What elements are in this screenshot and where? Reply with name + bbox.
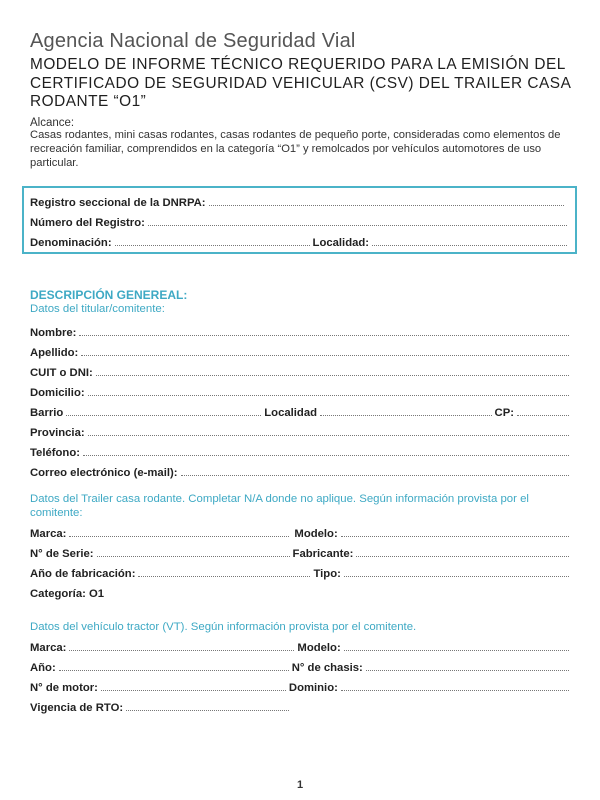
owner-localidad-field[interactable] <box>320 415 492 416</box>
trailer-anio-field[interactable] <box>138 576 310 577</box>
tractor-motor-field[interactable] <box>101 690 286 691</box>
owner-telefono-label: Teléfono: <box>30 447 80 459</box>
owner-apellido-row <box>30 343 572 359</box>
owner-cuit-label: CUIT o DNI: <box>30 367 93 379</box>
trailer-categoria-label: Categoría: O1 <box>30 588 105 600</box>
tractor-motor-label: N° de motor: <box>30 682 98 694</box>
owner-nombre-field[interactable] <box>79 335 569 336</box>
page-number: 1 <box>296 779 304 791</box>
registry-denominacion-label: Denominación: <box>30 237 112 249</box>
tractor-marca-row <box>30 638 572 654</box>
tractor-subtitle: Datos del vehículo tractor (VT). Según información provista por el comitente. <box>30 621 417 633</box>
owner-provincia-field[interactable] <box>88 435 569 436</box>
scope-text: Casas rodantes, mini casas rodantes, casas rodantes de pequeño porte, consideradas como elementos de recreación familiar, comprendidos en la categoría “O1” y remolcados por vehículos automotores de uso particular. <box>30 129 561 169</box>
owner-localidad-label: Localidad <box>264 407 318 419</box>
owner-cuit-row <box>30 363 572 379</box>
owner-apellido-label: Apellido: <box>30 347 79 359</box>
owner-cuit-field[interactable] <box>96 375 569 376</box>
trailer-marca-field[interactable] <box>69 536 289 537</box>
scope-label: Alcance: <box>30 117 75 129</box>
owner-correo-row <box>30 463 572 479</box>
trailer-serie-label: N° de Serie: <box>30 548 94 560</box>
tractor-modelo-field[interactable] <box>344 650 569 651</box>
trailer-tipo-label: Tipo: <box>313 568 341 580</box>
tractor-motor-row <box>30 678 572 694</box>
owner-telefono-row <box>30 443 572 459</box>
tractor-anio-row <box>30 658 572 674</box>
tractor-dominio-label: Dominio: <box>288 682 338 694</box>
tractor-rto-row <box>30 698 292 714</box>
trailer-serie-field[interactable] <box>97 556 290 557</box>
document-title: MODELO DE INFORME TÉCNICO REQUERIDO PARA LA EMISIÓN DEL CERTIFICADO DE SEGURIDAD VEHICULAR (CSV) DEL TRAILER CASA RODANTE “O1” <box>30 56 571 110</box>
owner-correo-field[interactable] <box>181 475 569 476</box>
owner-nombre-label: Nombre: <box>30 327 77 339</box>
owner-provincia-row <box>30 423 572 439</box>
owner-apellido-field[interactable] <box>81 355 569 356</box>
trailer-subtitle: Datos del Trailer casa rodante. Completar N/A donde no aplique. Según información provista por el comitente: <box>30 493 529 519</box>
trailer-modelo-label: Modelo: <box>294 528 338 540</box>
trailer-anio-label: Año de fabricación: <box>30 568 136 580</box>
trailer-serie-row <box>30 544 572 560</box>
owner-barrio-row <box>30 403 572 419</box>
registry-numero-row <box>30 213 570 229</box>
section-title: DESCRIPCIÓN GENEREAL: <box>30 288 188 302</box>
registry-numero-field[interactable] <box>148 225 567 226</box>
owner-domicilio-row <box>30 383 572 399</box>
owner-barrio-label: Barrio <box>30 407 64 419</box>
tractor-marca-label: Marca: <box>30 642 67 654</box>
tractor-dominio-field[interactable] <box>341 690 569 691</box>
trailer-marca-row <box>30 524 572 540</box>
owner-correo-label: Correo electrónico (e-mail): <box>30 467 178 479</box>
registry-seccional-field[interactable] <box>209 205 564 206</box>
tractor-rto-label: Vigencia de RTO: <box>30 702 124 714</box>
owner-nombre-row <box>30 323 572 339</box>
agency-name: Agencia Nacional de Seguridad Vial <box>30 30 356 52</box>
trailer-tipo-field[interactable] <box>344 576 569 577</box>
trailer-fabricante-field[interactable] <box>356 556 569 557</box>
tractor-marca-field[interactable] <box>69 650 294 651</box>
trailer-categoria-row <box>30 584 572 600</box>
trailer-marca-label: Marca: <box>30 528 67 540</box>
owner-barrio-field[interactable] <box>66 415 261 416</box>
owner-subtitle: Datos del titular/comitente: <box>30 303 165 315</box>
registry-numero-label: Número del Registro: <box>30 217 145 229</box>
owner-provincia-label: Provincia: <box>30 427 85 439</box>
tractor-chasis-label: N° de chasis: <box>291 662 363 674</box>
registry-denominacion-row <box>30 233 570 249</box>
trailer-modelo-field[interactable] <box>341 536 569 537</box>
tractor-modelo-label: Modelo: <box>297 642 341 654</box>
owner-domicilio-field[interactable] <box>88 395 569 396</box>
tractor-anio-field[interactable] <box>59 670 289 671</box>
owner-telefono-field[interactable] <box>83 455 569 456</box>
owner-cp-label: CP: <box>494 407 514 419</box>
registry-localidad-label: Localidad: <box>312 237 370 249</box>
trailer-anio-row <box>30 564 572 580</box>
registry-localidad-field[interactable] <box>372 245 567 246</box>
tractor-rto-field[interactable] <box>126 710 289 711</box>
registry-seccional-row <box>30 193 567 209</box>
owner-cp-field[interactable] <box>517 415 569 416</box>
tractor-chasis-field[interactable] <box>366 670 569 671</box>
registry-denominacion-field[interactable] <box>115 245 310 246</box>
registry-seccional-label: Registro seccional de la DNRPA: <box>30 197 206 209</box>
trailer-fabricante-label: Fabricante: <box>292 548 354 560</box>
tractor-anio-label: Año: <box>30 662 56 674</box>
owner-domicilio-label: Domicilio: <box>30 387 85 399</box>
